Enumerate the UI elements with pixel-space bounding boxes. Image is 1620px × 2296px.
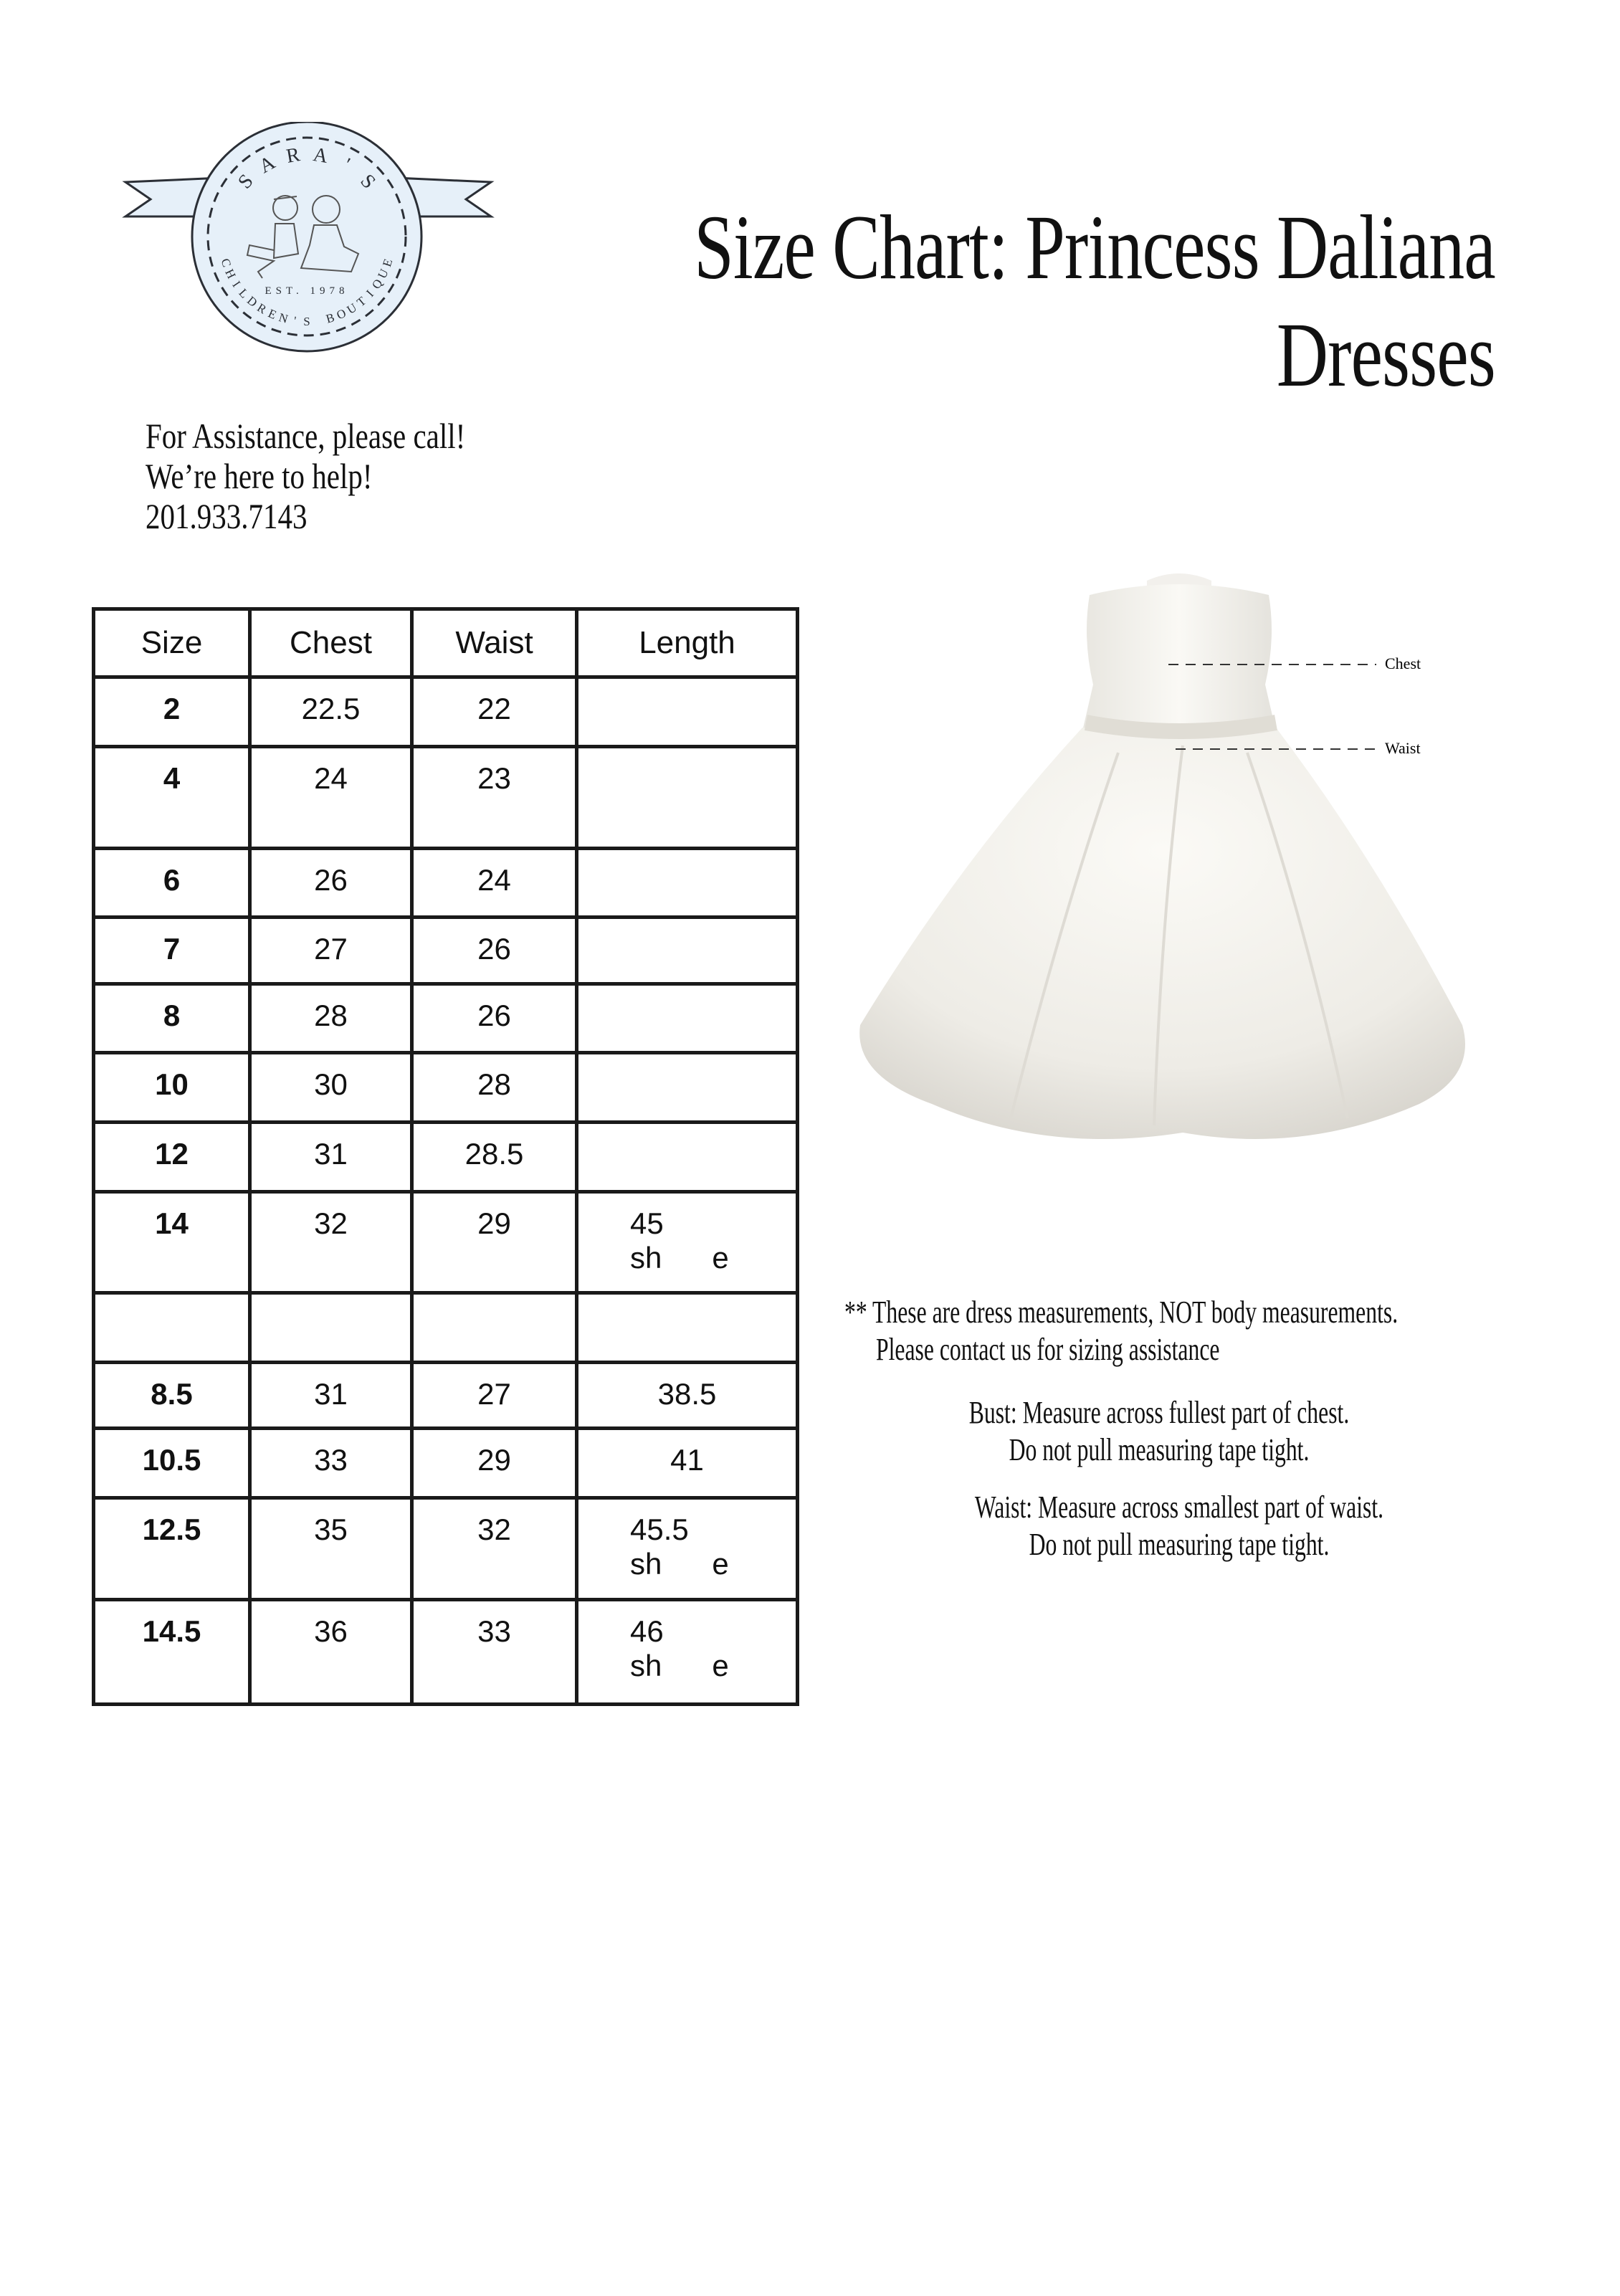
waist-cell-value: 24 — [477, 863, 511, 897]
size-cell — [94, 1363, 250, 1429]
length-cell — [577, 1123, 798, 1192]
length-cell-value: 38.5 — [657, 1377, 717, 1411]
table-row — [94, 677, 798, 747]
table-row — [94, 1123, 798, 1192]
logo-letter: T — [354, 294, 369, 310]
title-line-1: Size Chart: Princess Daliana — [694, 196, 1495, 298]
table-row — [94, 918, 798, 984]
logo-letter: U — [344, 300, 360, 317]
chest-cell-value: 26 — [314, 863, 348, 897]
waist-cell-value: 27 — [477, 1377, 511, 1411]
logo-letter: I — [229, 278, 244, 290]
disclaimer-line-2: Please contact us for sizing assistance — [876, 1332, 1220, 1367]
header-waist: Waist — [412, 609, 577, 677]
logo-letter: N — [277, 310, 290, 326]
logo-letter: Q — [368, 276, 386, 292]
logo-letter: A — [255, 151, 280, 178]
logo-letter: R — [254, 300, 270, 317]
length-cell — [577, 1498, 798, 1600]
table-header-row — [94, 609, 798, 677]
size-cell-value: 8.5 — [151, 1377, 193, 1411]
chest-cell — [250, 1429, 412, 1498]
chest-cell-value: 32 — [314, 1206, 348, 1240]
chest-cell — [250, 849, 412, 918]
table-row — [94, 984, 798, 1053]
length-cell — [577, 747, 798, 849]
chest-cell — [250, 1123, 412, 1192]
logo-letter: U — [375, 267, 391, 281]
chest-cell-value: 31 — [314, 1377, 348, 1411]
waist-instruction-2: Do not pull measuring tape tight. — [1029, 1527, 1330, 1562]
waist-cell — [412, 1498, 577, 1600]
chest-cell-value: 30 — [314, 1067, 348, 1101]
length-cell-value — [578, 679, 796, 692]
page-title — [694, 194, 1495, 409]
chest-cell-value: 35 — [314, 1513, 348, 1546]
size-cell-value: 6 — [163, 863, 181, 897]
chest-label: Chest — [1385, 654, 1421, 672]
size-cell — [94, 984, 250, 1053]
chest-cell — [250, 1600, 412, 1705]
size-cell — [94, 677, 250, 747]
logo-letter: B — [324, 310, 336, 326]
waist-cell — [412, 1192, 577, 1293]
size-cell-value: 8 — [163, 999, 181, 1032]
disclaimer-line-1: ** These are dress measurements, NOT body measurements. — [844, 1295, 1399, 1330]
table-row — [94, 1498, 798, 1600]
waist-cell-value: 26 — [477, 932, 511, 966]
assistance-block — [146, 416, 465, 536]
waist-cell-value: 23 — [477, 761, 511, 795]
boutique-logo — [122, 122, 495, 366]
chest-cell-value: 22.5 — [301, 692, 361, 725]
length-cell — [577, 1429, 798, 1498]
length-cell — [577, 984, 798, 1053]
size-cell — [94, 1123, 250, 1192]
length-note: sh e — [630, 1241, 729, 1275]
waist-instruction-1: Waist: Measure across smallest part of waist. — [974, 1490, 1384, 1525]
title-line-2: Dresses — [1276, 304, 1495, 406]
length-cell-value — [578, 748, 796, 761]
size-cell-value: 12.5 — [142, 1513, 201, 1546]
logo-letter: H — [222, 267, 239, 281]
waist-cell — [412, 1429, 577, 1498]
size-cell — [94, 1498, 250, 1600]
chest-cell — [250, 1293, 412, 1363]
logo-letter: L — [236, 286, 252, 301]
chest-cell-value: 33 — [314, 1443, 348, 1477]
dress-image — [846, 559, 1512, 1233]
waist-cell-value: 29 — [477, 1443, 511, 1477]
table-row — [94, 849, 798, 918]
length-cell-value — [578, 1054, 796, 1067]
length-cell-value: 45.5 — [630, 1513, 689, 1546]
chest-cell — [250, 1192, 412, 1293]
size-cell — [94, 1293, 250, 1363]
chest-cell-value: 31 — [314, 1137, 348, 1171]
size-cell-value — [95, 1295, 248, 1307]
chest-cell — [250, 1053, 412, 1123]
chest-cell — [250, 677, 412, 747]
size-cell — [94, 1600, 250, 1705]
size-chart-table — [92, 607, 799, 1706]
logo-letter: C — [218, 257, 234, 269]
length-note: sh e — [630, 1547, 729, 1581]
header-length: Length — [577, 609, 798, 677]
waist-cell-value: 32 — [477, 1513, 511, 1546]
size-cell — [94, 1053, 250, 1123]
logo-letter: I — [363, 287, 376, 300]
waist-cell — [412, 1363, 577, 1429]
waist-cell-value: 29 — [477, 1206, 511, 1240]
table-row — [94, 747, 798, 849]
chest-cell-value: 36 — [314, 1614, 348, 1648]
logo-letter: E — [266, 306, 279, 323]
waist-label: Waist — [1385, 739, 1421, 757]
waist-cell — [412, 918, 577, 984]
table-row — [94, 1192, 798, 1293]
logo-letter: S — [303, 315, 310, 328]
length-cell-value: 45 — [630, 1206, 664, 1240]
waist-cell — [412, 1053, 577, 1123]
chest-cell-value: 24 — [314, 761, 348, 795]
length-cell-value — [578, 1124, 796, 1137]
size-cell-value: 14 — [155, 1206, 189, 1240]
phone-number: 201.933.7143 — [146, 496, 308, 536]
waist-cell — [412, 1293, 577, 1363]
logo-letter: O — [334, 306, 348, 323]
chest-cell — [250, 747, 412, 849]
length-cell — [577, 1192, 798, 1293]
logo-letter: S — [234, 170, 258, 194]
assistance-line-1: For Assistance, please call! — [146, 416, 466, 456]
chest-cell-value: 27 — [314, 932, 348, 966]
logo-letter: ' — [339, 153, 353, 176]
length-cell-value: 46 — [630, 1614, 664, 1648]
logo-letter: ' — [292, 313, 297, 328]
size-cell-value: 2 — [163, 692, 181, 725]
size-cell-value: 10 — [155, 1067, 189, 1101]
length-cell — [577, 849, 798, 918]
size-cell-value: 14.5 — [142, 1614, 201, 1648]
chest-cell — [250, 918, 412, 984]
length-cell — [577, 1293, 798, 1363]
size-cell — [94, 747, 250, 849]
length-cell — [577, 918, 798, 984]
waist-cell — [412, 984, 577, 1053]
logo-letter: R — [285, 143, 302, 168]
waist-cell-value: 26 — [477, 999, 511, 1032]
chest-cell — [250, 1498, 412, 1600]
size-cell-value: 10.5 — [142, 1443, 201, 1477]
header-size: Size — [94, 609, 250, 677]
table-row — [94, 1053, 798, 1123]
length-cell — [577, 1363, 798, 1429]
waist-cell-value: 22 — [477, 692, 511, 725]
waist-cell — [412, 677, 577, 747]
length-cell-value — [578, 986, 796, 999]
waist-cell — [412, 1600, 577, 1705]
waist-cell-value — [414, 1295, 575, 1307]
length-cell-value — [578, 1295, 796, 1307]
table-row — [94, 1600, 798, 1705]
size-cell-value: 4 — [163, 761, 181, 795]
assistance-line-2: We’re here to help! — [146, 456, 373, 496]
table-row — [94, 1429, 798, 1498]
logo-established: EST. 1978 — [265, 285, 349, 297]
waist-cell — [412, 849, 577, 918]
waist-cell — [412, 747, 577, 849]
chest-cell-value — [252, 1295, 410, 1307]
size-cell — [94, 1429, 250, 1498]
chest-cell — [250, 984, 412, 1053]
size-cell — [94, 849, 250, 918]
bust-instruction-2: Do not pull measuring tape tight. — [1009, 1432, 1310, 1467]
length-cell — [577, 1600, 798, 1705]
length-note: sh e — [630, 1649, 729, 1682]
waist-cell-value: 28.5 — [464, 1137, 524, 1171]
waist-cell-value: 33 — [477, 1614, 511, 1648]
table-row — [94, 1363, 798, 1429]
size-cell — [94, 918, 250, 984]
table-row — [94, 1293, 798, 1363]
length-cell-value — [578, 850, 796, 863]
length-cell-value — [578, 919, 796, 932]
chest-cell-value: 28 — [314, 999, 348, 1032]
bust-instruction-1: Bust: Measure across fullest part of chest. — [968, 1395, 1350, 1430]
length-cell — [577, 1053, 798, 1123]
chest-cell — [250, 1363, 412, 1429]
size-cell-value: 7 — [163, 932, 181, 966]
header-chest: Chest — [250, 609, 412, 677]
waist-cell-value: 28 — [477, 1067, 511, 1101]
logo-letter: E — [380, 257, 396, 269]
length-cell-value: 41 — [670, 1443, 704, 1477]
logo-letter: A — [311, 143, 330, 168]
logo-letter: D — [244, 293, 260, 310]
logo-letter: S — [356, 170, 380, 194]
size-cell-value: 12 — [155, 1137, 189, 1171]
waist-cell — [412, 1123, 577, 1192]
length-cell — [577, 677, 798, 747]
size-cell — [94, 1192, 250, 1293]
